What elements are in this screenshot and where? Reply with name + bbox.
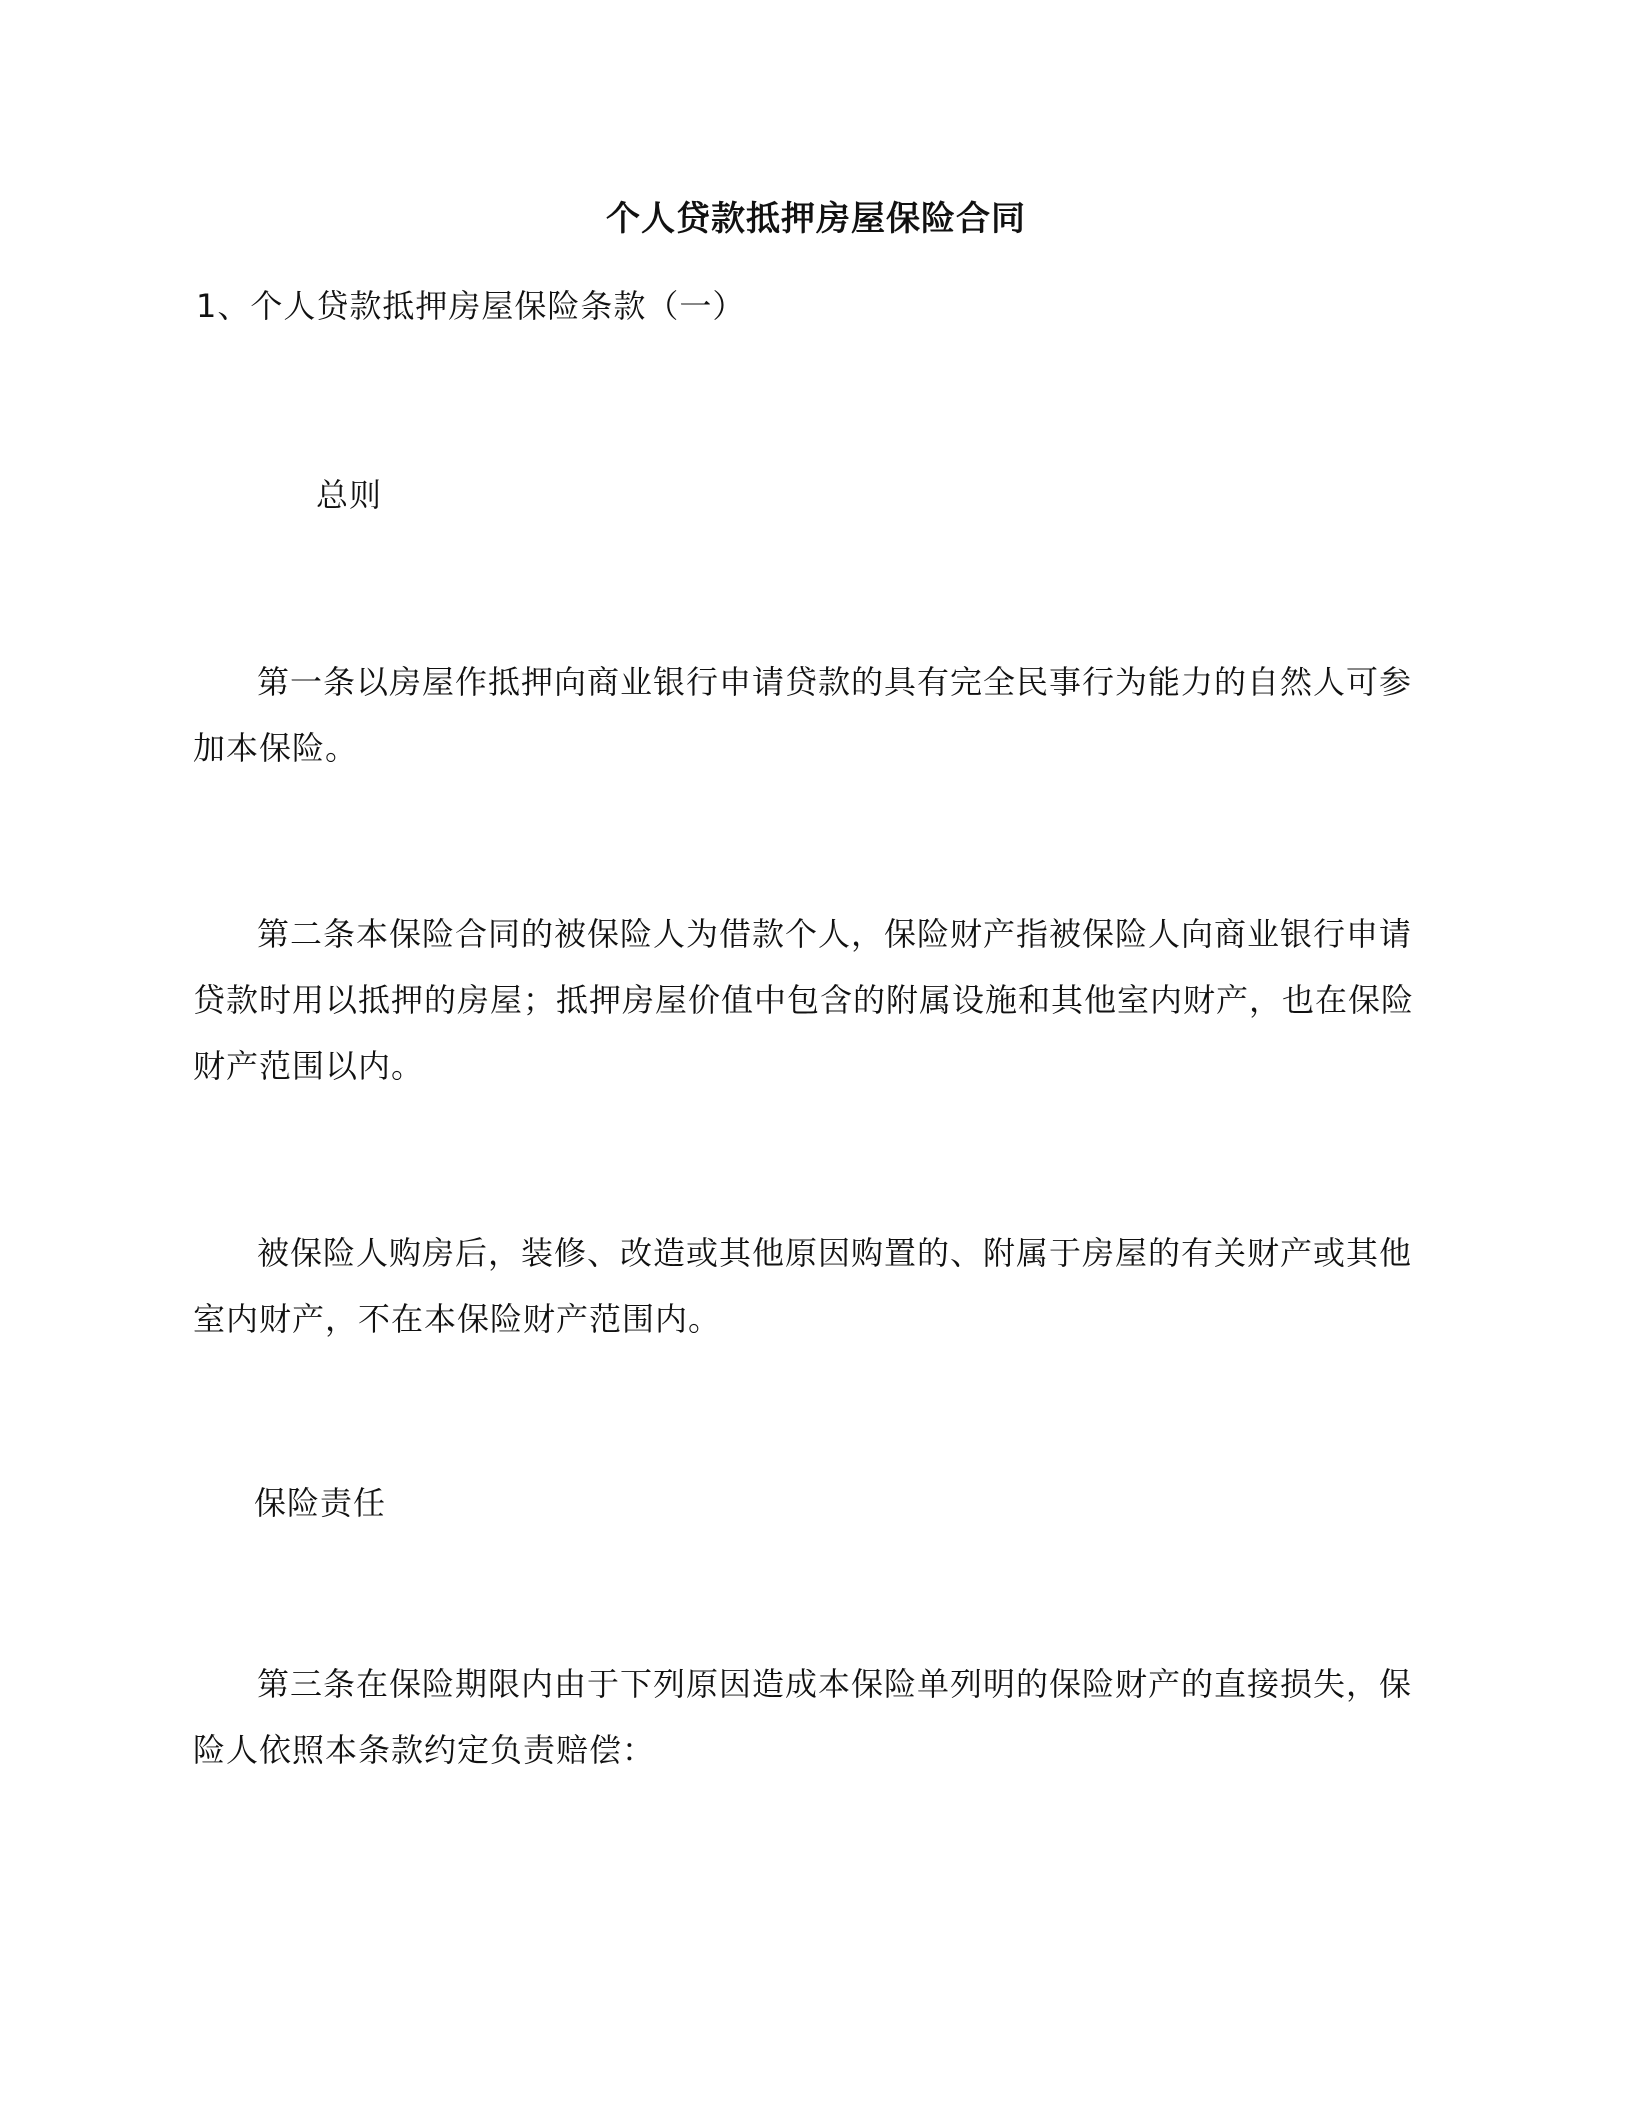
section-heading: 1、个人贷款抵押房屋保险条款（一）	[196, 287, 746, 325]
article-2-note-paragraph: 被保险人购房后，装修、改造或其他原因购置的、附属于房屋的有关财产或其他室内财产，不在本保险财产范围内。	[193, 1234, 1413, 1338]
document-title: 个人贷款抵押房屋保险合同	[606, 199, 1026, 239]
article-3-paragraph: 第三条在保险期限内由于下列原因造成本保险单列明的保险财产的直接损失，保险人依照本条款约定负责赔偿：	[193, 1665, 1413, 1769]
article-2-paragraph: 第二条本保险合同的被保险人为借款个人，保险财产指被保险人向商业银行申请贷款时用以抵押的房屋；抵押房屋价值中包含的附属设施和其他室内财产，也在保险财产范围以内。	[193, 915, 1415, 1085]
article-1-paragraph: 第一条以房屋作抵押向商业银行申请贷款的具有完全民事行为能力的自然人可参加本保险。	[193, 663, 1413, 767]
insurance-liability-heading: 保险责任	[254, 1484, 387, 1522]
general-provisions-heading: 总则	[316, 476, 383, 514]
